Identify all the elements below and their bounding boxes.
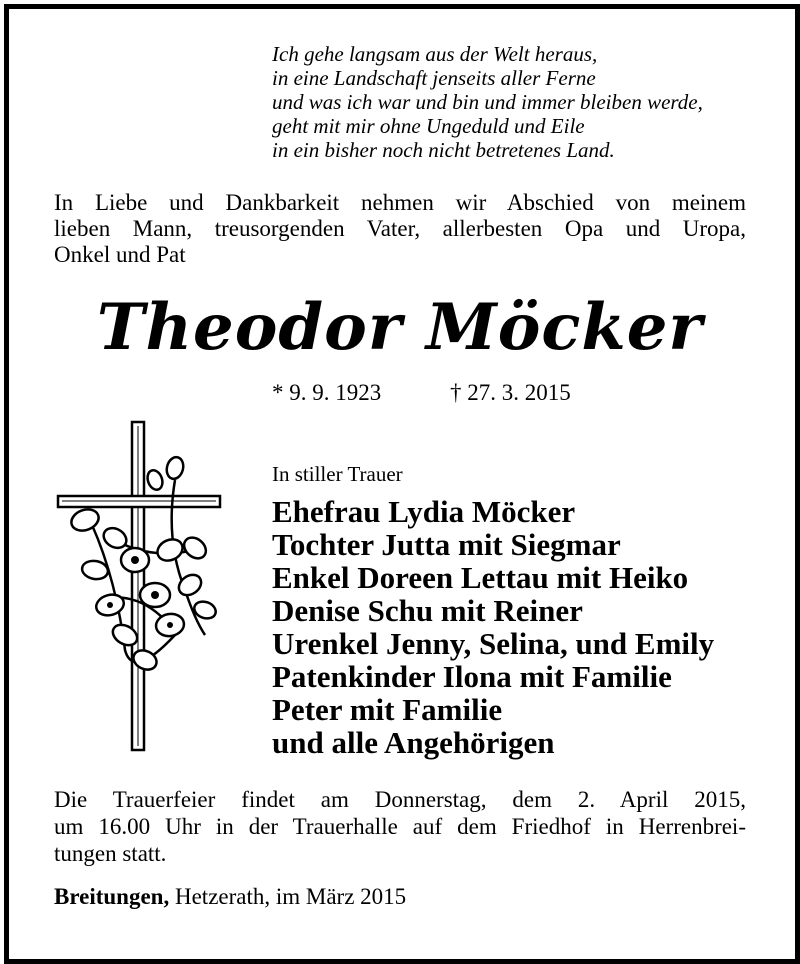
intro-line: In Liebe und Dankbarkeit nehmen wir Abschied von meinem bbox=[54, 190, 746, 215]
poem-line: Ich gehe langsam aus der Welt heraus, bbox=[272, 42, 598, 66]
family-member: Patenkinder Ilona mit Familie bbox=[272, 659, 672, 694]
place-bold: Breitungen, bbox=[54, 884, 170, 909]
family-member: und alle Angehörigen bbox=[272, 725, 555, 760]
intro-line: lieben Mann, treusorgenden Vater, allerbesten Opa und Uropa, bbox=[54, 216, 746, 241]
family-member: Urenkel Jenny, Selina, und Emily bbox=[272, 626, 715, 661]
poem-line: in eine Landschaft jenseits aller Ferne bbox=[272, 66, 596, 90]
poem-line: in ein bisher noch nicht betretenes Land. bbox=[272, 138, 615, 162]
cross-with-roses-icon bbox=[55, 420, 225, 755]
family-member: Denise Schu mit Reiner bbox=[272, 593, 583, 628]
family-member: Enkel Doreen Lettau mit Heiko bbox=[272, 560, 689, 595]
deceased-name: Theodor Möcker bbox=[96, 290, 704, 365]
death-date: † 27. 3. 2015 bbox=[450, 380, 571, 405]
service-line: um 16.00 Uhr in der Trauerhalle auf dem Friedhof in Herrenbrei- bbox=[54, 814, 746, 839]
poem-line: und was ich war und bin und immer bleiben werde, bbox=[272, 90, 703, 114]
family-member: Tochter Jutta mit Siegmar bbox=[272, 527, 621, 562]
place-rest: Hetzerath, im März 2015 bbox=[169, 884, 407, 909]
service-line: tungen statt. bbox=[54, 841, 167, 866]
family-member: Ehefrau Lydia Möcker bbox=[272, 494, 576, 529]
family-member: Peter mit Familie bbox=[272, 692, 503, 727]
intro-line: Onkel und Pat bbox=[54, 242, 186, 267]
birth-date: * 9. 9. 1923 bbox=[272, 380, 382, 405]
poem bbox=[272, 42, 703, 162]
service-line: Die Trauerfeier findet am Donnerstag, dem 2. April 2015, bbox=[54, 787, 746, 812]
place-date bbox=[54, 884, 406, 910]
family-list bbox=[272, 495, 714, 759]
intro-text bbox=[54, 190, 746, 268]
poem-line: geht mit mir ohne Ungeduld und Eile bbox=[272, 114, 585, 138]
mourning-label: In stiller Trauer bbox=[272, 462, 403, 486]
service-info bbox=[54, 786, 746, 867]
